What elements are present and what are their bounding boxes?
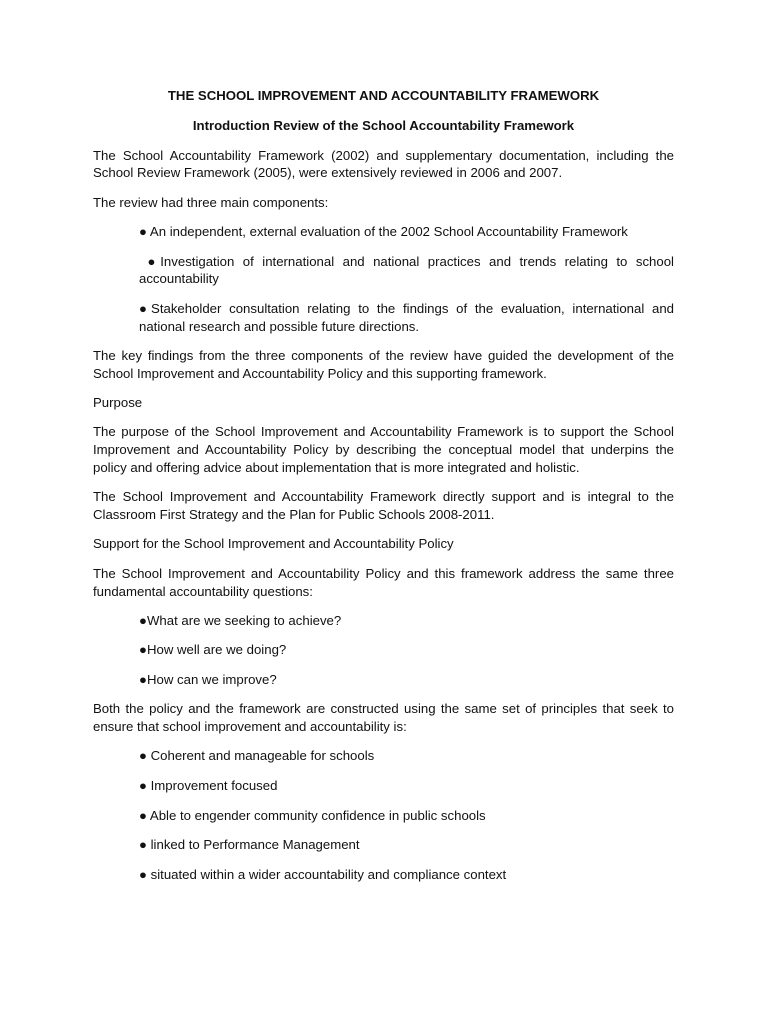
- components-list: [93, 223, 678, 336]
- purpose-heading: Purpose: [93, 395, 143, 411]
- list-item: ●How can we improve?: [139, 672, 277, 688]
- list-item: ● Coherent and manageable for schools: [139, 748, 375, 764]
- list-item: ● linked to Performance Management: [139, 837, 360, 853]
- document-subtitle: Introduction Review of the School Accountability Framework: [192, 117, 575, 133]
- key-findings-paragraph: The key findings from the three components of the review have guided the development of the School Improvement and Accountability Policy and this supporting framework.: [93, 348, 674, 381]
- list-item: ●How well are we doing?: [139, 642, 287, 658]
- principles-list: [93, 747, 674, 883]
- questions-list: [93, 612, 674, 689]
- integral-paragraph: The School Improvement and Accountability Framework directly support and is integral to the Classroom First Strategy and the Plan for Public Schools 2008-2011.: [93, 489, 674, 523]
- support-heading: Support for the School Improvement and Accountability Policy: [93, 536, 454, 552]
- purpose-paragraph: The purpose of the School Improvement and Accountability Framework is to support the School Improvement and Accountability Policy by describing the conceptual model that underpins the policy and offering advice about implementation that is more integrated and holistic.: [93, 424, 674, 476]
- list-item: ●Investigation of international and national practices and trends relating to school accountability: [139, 253, 678, 287]
- principles-intro: Both the policy and the framework are constructed using the same set of principles that seek to ensure that school improvement and accountability is:: [93, 701, 674, 735]
- components-intro: The review had three main components:: [93, 194, 329, 210]
- list-item: ● Able to engender community confidence in public schools: [139, 807, 486, 823]
- document-page: [93, 87, 678, 895]
- list-item: ● An independent, external evaluation of the 2002 School Accountability Framework: [139, 223, 628, 239]
- questions-intro: The School Improvement and Accountability Policy and this framework address the same three fundamental accountability questions:: [93, 565, 674, 599]
- document-title: THE SCHOOL IMPROVEMENT AND ACCOUNTABILITY FRAMEWORK: [167, 88, 600, 103]
- list-item: ●What are we seeking to achieve?: [139, 612, 342, 628]
- intro-paragraph: The School Accountability Framework (2002) and supplementary documentation, including the School Review Framework (2005), were extensively reviewed in 2006 and 2007.: [93, 147, 674, 181]
- list-item: ● Improvement focused: [139, 778, 278, 793]
- list-item: ●Stakeholder consultation relating to the findings of the evaluation, international and national research and possible future directions.: [139, 300, 674, 334]
- list-item: ● situated within a wider accountability and compliance context: [139, 866, 507, 882]
